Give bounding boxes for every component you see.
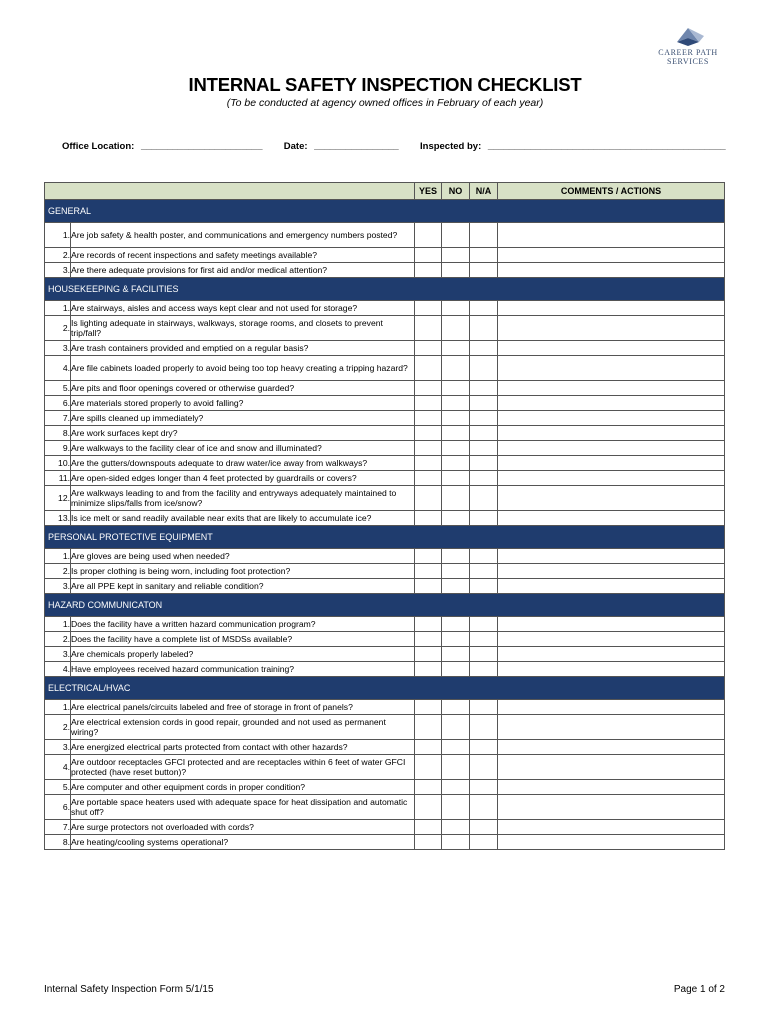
spacer-cell — [45, 850, 71, 864]
item-question: Are work surfaces kept dry? — [71, 426, 415, 441]
header-yes: YES — [415, 183, 442, 200]
table-row — [45, 662, 725, 677]
comments-cell[interactable] — [498, 700, 725, 715]
item-number: 7. — [45, 820, 71, 835]
na-cell[interactable] — [470, 426, 498, 441]
yes-cell[interactable] — [415, 511, 442, 526]
na-cell[interactable] — [470, 780, 498, 795]
yes-cell[interactable] — [415, 617, 442, 632]
no-cell[interactable] — [442, 755, 470, 780]
comments-cell[interactable] — [498, 740, 725, 755]
table-row — [45, 486, 725, 511]
table-row — [45, 647, 725, 662]
table-row — [45, 471, 725, 486]
section-header-row — [45, 526, 725, 549]
office-location-field[interactable]: _______________________ — [140, 141, 263, 152]
comments-cell[interactable] — [498, 511, 725, 526]
item-number: 9. — [45, 441, 71, 456]
spacer-cell — [442, 850, 470, 864]
item-question: Are records of recent inspections and safety meetings available? — [71, 248, 415, 263]
table-row — [45, 426, 725, 441]
table-row — [45, 549, 725, 564]
item-number: 11. — [45, 471, 71, 486]
no-cell[interactable] — [442, 471, 470, 486]
table-row — [45, 248, 725, 263]
na-cell[interactable] — [470, 356, 498, 381]
na-cell[interactable] — [470, 263, 498, 278]
section-title: PERSONAL PROTECTIVE EQUIPMENT — [45, 526, 725, 549]
footer-form-id: Internal Safety Inspection Form 5/1/15 — [44, 984, 214, 995]
na-cell[interactable] — [470, 486, 498, 511]
table-row — [45, 341, 725, 356]
na-cell[interactable] — [470, 456, 498, 471]
item-number: 5. — [45, 381, 71, 396]
table-row — [45, 356, 725, 381]
logo-text-line1: CAREER PATH — [658, 48, 718, 57]
logo-mark-icon — [671, 26, 705, 48]
item-question: Are energized electrical parts protected from contact with other hazards? — [71, 740, 415, 755]
item-question: Is lighting adequate in stairways, walkways, storage rooms, and closets to prevent trip/fall? — [71, 316, 415, 341]
na-cell[interactable] — [470, 835, 498, 850]
yes-cell[interactable] — [415, 223, 442, 248]
no-cell[interactable] — [442, 426, 470, 441]
yes-cell[interactable] — [415, 647, 442, 662]
date-field[interactable]: ________________ — [314, 141, 399, 152]
comments-cell[interactable] — [498, 835, 725, 850]
item-question: Does the facility have a written hazard communication program? — [71, 617, 415, 632]
na-cell[interactable] — [470, 740, 498, 755]
item-question: Are gloves are being used when needed? — [71, 549, 415, 564]
comments-cell[interactable] — [498, 715, 725, 740]
item-question: Are the gutters/downspouts adequate to draw water/ice away from walkways? — [71, 456, 415, 471]
item-number: 12. — [45, 486, 71, 511]
no-cell[interactable] — [442, 486, 470, 511]
item-question: Are chemicals properly labeled? — [71, 647, 415, 662]
comments-cell[interactable] — [498, 486, 725, 511]
yes-cell[interactable] — [415, 396, 442, 411]
table-row — [45, 632, 725, 647]
item-question: Are file cabinets loaded properly to avoid being too top heavy creating a tripping hazard? — [71, 356, 415, 381]
item-number: 6. — [45, 396, 71, 411]
table-row — [45, 700, 725, 715]
no-cell[interactable] — [442, 820, 470, 835]
yes-cell[interactable] — [415, 755, 442, 780]
page-title: INTERNAL SAFETY INSPECTION CHECKLIST — [188, 74, 582, 95]
comments-cell[interactable] — [498, 549, 725, 564]
yes-cell[interactable] — [415, 780, 442, 795]
item-number: 3. — [45, 341, 71, 356]
table-row — [45, 715, 725, 740]
comments-cell[interactable] — [498, 223, 725, 248]
item-question: Are outdoor receptacles GFCI protected and are receptacles within 6 feet of water GFCI protected (have reset button)? — [71, 755, 415, 780]
item-question: Is ice melt or sand readily available near exits that are likely to accumulate ice? — [71, 511, 415, 526]
table-row — [45, 441, 725, 456]
comments-cell[interactable] — [498, 248, 725, 263]
item-question: Are spills cleaned up immediately? — [71, 411, 415, 426]
table-row — [45, 755, 725, 780]
comments-cell[interactable] — [498, 341, 725, 356]
na-cell[interactable] — [470, 471, 498, 486]
table-row — [45, 511, 725, 526]
comments-cell[interactable] — [498, 564, 725, 579]
na-cell[interactable] — [470, 381, 498, 396]
yes-cell[interactable] — [415, 301, 442, 316]
yes-cell[interactable] — [415, 564, 442, 579]
date-label: Date: — [283, 141, 308, 152]
item-question: Are heating/cooling systems operational? — [71, 835, 415, 850]
na-cell[interactable] — [470, 441, 498, 456]
comments-cell[interactable] — [498, 662, 725, 677]
no-cell[interactable] — [442, 511, 470, 526]
na-cell[interactable] — [470, 617, 498, 632]
comments-cell[interactable] — [498, 795, 725, 820]
no-cell[interactable] — [442, 795, 470, 820]
comments-cell[interactable] — [498, 456, 725, 471]
yes-cell[interactable] — [415, 795, 442, 820]
footer-page-number: Page 1 of 2 — [673, 984, 725, 995]
yes-cell[interactable] — [415, 441, 442, 456]
logo-text-line2: SERVICES — [667, 57, 709, 66]
header-na: N/A — [470, 183, 498, 200]
no-cell[interactable] — [442, 316, 470, 341]
comments-cell[interactable] — [498, 411, 725, 426]
item-number: 1. — [45, 700, 71, 715]
table-row — [45, 411, 725, 426]
comments-cell[interactable] — [498, 316, 725, 341]
item-question: Are walkways to the facility clear of ice and snow and illuminated? — [71, 441, 415, 456]
comments-cell[interactable] — [498, 263, 725, 278]
item-number: 5. — [45, 780, 71, 795]
header-no: NO — [442, 183, 470, 200]
table-row — [45, 316, 725, 341]
yes-cell[interactable] — [415, 316, 442, 341]
item-number: 1. — [45, 301, 71, 316]
spacer-cell — [498, 850, 725, 864]
comments-cell[interactable] — [498, 441, 725, 456]
item-question: Are walkways leading to and from the facility and entryways adequately maintained to minimize slips/falls from ice/snow? — [71, 486, 415, 511]
yes-cell[interactable] — [415, 456, 442, 471]
no-cell[interactable] — [442, 456, 470, 471]
item-number: 3. — [45, 647, 71, 662]
comments-cell[interactable] — [498, 647, 725, 662]
yes-cell[interactable] — [415, 632, 442, 647]
comments-cell[interactable] — [498, 820, 725, 835]
comments-cell[interactable] — [498, 301, 725, 316]
yes-cell[interactable] — [415, 662, 442, 677]
table-row — [45, 564, 725, 579]
item-number: 4. — [45, 356, 71, 381]
no-cell[interactable] — [442, 579, 470, 594]
na-cell[interactable] — [470, 223, 498, 248]
item-question: Have employees received hazard communication training? — [71, 662, 415, 677]
item-number: 2. — [45, 248, 71, 263]
no-cell[interactable] — [442, 564, 470, 579]
yes-cell[interactable] — [415, 820, 442, 835]
no-cell[interactable] — [442, 223, 470, 248]
no-cell[interactable] — [442, 381, 470, 396]
item-question: Is proper clothing is being worn, including foot protection? — [71, 564, 415, 579]
yes-cell[interactable] — [415, 740, 442, 755]
yes-cell[interactable] — [415, 248, 442, 263]
na-cell[interactable] — [470, 248, 498, 263]
item-number: 2. — [45, 715, 71, 740]
na-cell[interactable] — [470, 579, 498, 594]
item-number: 13. — [45, 511, 71, 526]
item-question: Are trash containers provided and emptied on a regular basis? — [71, 341, 415, 356]
no-cell[interactable] — [442, 356, 470, 381]
item-question: Does the facility have a complete list of MSDSs available? — [71, 632, 415, 647]
table-row — [45, 579, 725, 594]
comments-cell[interactable] — [498, 381, 725, 396]
yes-cell[interactable] — [415, 426, 442, 441]
item-number: 1. — [45, 617, 71, 632]
item-question: Are pits and floor openings covered or otherwise guarded? — [71, 381, 415, 396]
yes-cell[interactable] — [415, 263, 442, 278]
item-number: 7. — [45, 411, 71, 426]
item-number: 6. — [45, 795, 71, 820]
item-question: Are surge protectors not overloaded with cords? — [71, 820, 415, 835]
na-cell[interactable] — [470, 316, 498, 341]
item-question: Are computer and other equipment cords in proper condition? — [71, 780, 415, 795]
no-cell[interactable] — [442, 396, 470, 411]
page-subtitle: (To be conducted at agency owned offices in February of each year) — [226, 97, 544, 109]
na-cell[interactable] — [470, 755, 498, 780]
item-number: 4. — [45, 662, 71, 677]
no-cell[interactable] — [442, 647, 470, 662]
yes-cell[interactable] — [415, 341, 442, 356]
comments-cell[interactable] — [498, 617, 725, 632]
item-number: 3. — [45, 263, 71, 278]
no-cell[interactable] — [442, 301, 470, 316]
item-question: Are job safety & health poster, and communications and emergency numbers posted? — [71, 223, 415, 248]
company-logo — [648, 26, 728, 66]
section-header-row — [45, 677, 725, 700]
yes-cell[interactable] — [415, 835, 442, 850]
yes-cell[interactable] — [415, 486, 442, 511]
table-row — [45, 301, 725, 316]
na-cell[interactable] — [470, 564, 498, 579]
table-row — [45, 396, 725, 411]
table-row — [45, 740, 725, 755]
inspected-by-field[interactable]: _____________________________________________ — [487, 141, 726, 152]
comments-cell[interactable] — [498, 755, 725, 780]
item-question: Are materials stored properly to avoid falling? — [71, 396, 415, 411]
table-row — [45, 456, 725, 471]
table-row — [45, 263, 725, 278]
item-number: 4. — [45, 755, 71, 780]
item-question: Are electrical extension cords in good repair, grounded and not used as permanent wiring? — [71, 715, 415, 740]
office-location-label: Office Location: — [62, 141, 135, 152]
no-cell[interactable] — [442, 411, 470, 426]
item-number: 2. — [45, 316, 71, 341]
na-cell[interactable] — [470, 341, 498, 356]
na-cell[interactable] — [470, 715, 498, 740]
na-cell[interactable] — [470, 411, 498, 426]
no-cell[interactable] — [442, 341, 470, 356]
table-header-row — [45, 183, 725, 200]
comments-cell[interactable] — [498, 780, 725, 795]
section-header-row — [45, 200, 725, 223]
item-number: 8. — [45, 835, 71, 850]
na-cell[interactable] — [470, 700, 498, 715]
comments-cell[interactable] — [498, 471, 725, 486]
no-cell[interactable] — [442, 617, 470, 632]
item-question: Are there adequate provisions for first aid and/or medical attention? — [71, 263, 415, 278]
na-cell[interactable] — [470, 396, 498, 411]
yes-cell[interactable] — [415, 715, 442, 740]
table-row — [45, 795, 725, 820]
item-question: Are all PPE kept in sanitary and reliable condition? — [71, 579, 415, 594]
table-row — [45, 835, 725, 850]
yes-cell[interactable] — [415, 471, 442, 486]
comments-cell[interactable] — [498, 579, 725, 594]
spacer-cell — [71, 850, 415, 864]
item-number: 1. — [45, 223, 71, 248]
na-cell[interactable] — [470, 662, 498, 677]
section-title: GENERAL — [45, 200, 725, 223]
comments-cell[interactable] — [498, 356, 725, 381]
table-row — [45, 780, 725, 795]
na-cell[interactable] — [470, 549, 498, 564]
spacer-cell — [415, 850, 442, 864]
item-number: 3. — [45, 740, 71, 755]
comments-cell[interactable] — [498, 396, 725, 411]
na-cell[interactable] — [470, 820, 498, 835]
no-cell[interactable] — [442, 263, 470, 278]
na-cell[interactable] — [470, 795, 498, 820]
no-cell[interactable] — [442, 662, 470, 677]
yes-cell[interactable] — [415, 579, 442, 594]
table-row — [45, 223, 725, 248]
item-number: 8. — [45, 426, 71, 441]
yes-cell[interactable] — [415, 700, 442, 715]
item-number: 3. — [45, 579, 71, 594]
no-cell[interactable] — [442, 740, 470, 755]
item-number: 10. — [45, 456, 71, 471]
item-question: Are stairways, aisles and access ways kept clear and not used for storage? — [71, 301, 415, 316]
na-cell[interactable] — [470, 632, 498, 647]
comments-cell[interactable] — [498, 632, 725, 647]
no-cell[interactable] — [442, 700, 470, 715]
section-title: HAZARD COMMUNICATON — [45, 594, 725, 617]
yes-cell[interactable] — [415, 411, 442, 426]
section-title: HOUSEKEEPING & FACILITIES — [45, 278, 725, 301]
item-number: 2. — [45, 564, 71, 579]
no-cell[interactable] — [442, 441, 470, 456]
table-row — [45, 820, 725, 835]
item-number: 2. — [45, 632, 71, 647]
table-row — [45, 381, 725, 396]
comments-cell[interactable] — [498, 426, 725, 441]
inspected-by-label: Inspected by: — [420, 141, 482, 152]
no-cell[interactable] — [442, 715, 470, 740]
table-bottom-spacer — [45, 850, 725, 864]
no-cell[interactable] — [442, 549, 470, 564]
header-fields — [62, 141, 730, 152]
section-header-row — [45, 278, 725, 301]
table-row — [45, 617, 725, 632]
yes-cell[interactable] — [415, 549, 442, 564]
item-number: 1. — [45, 549, 71, 564]
spacer-cell — [470, 850, 498, 864]
section-header-row — [45, 594, 725, 617]
yes-cell[interactable] — [415, 381, 442, 396]
header-comments: COMMENTS / ACTIONS — [498, 183, 725, 200]
no-cell[interactable] — [442, 835, 470, 850]
item-question: Are electrical panels/circuits labeled and free of storage in front of panels? — [71, 700, 415, 715]
na-cell[interactable] — [470, 301, 498, 316]
na-cell[interactable] — [470, 647, 498, 662]
item-question: Are open-sided edges longer than 4 feet protected by guardrails or covers? — [71, 471, 415, 486]
no-cell[interactable] — [442, 632, 470, 647]
header-blank-cell — [45, 183, 415, 200]
item-question: Are portable space heaters used with adequate space for heat dissipation and automatic shut off? — [71, 795, 415, 820]
yes-cell[interactable] — [415, 356, 442, 381]
no-cell[interactable] — [442, 248, 470, 263]
inspection-checklist-table — [44, 182, 725, 863]
no-cell[interactable] — [442, 780, 470, 795]
na-cell[interactable] — [470, 511, 498, 526]
section-title: ELECTRICAL/HVAC — [45, 677, 725, 700]
